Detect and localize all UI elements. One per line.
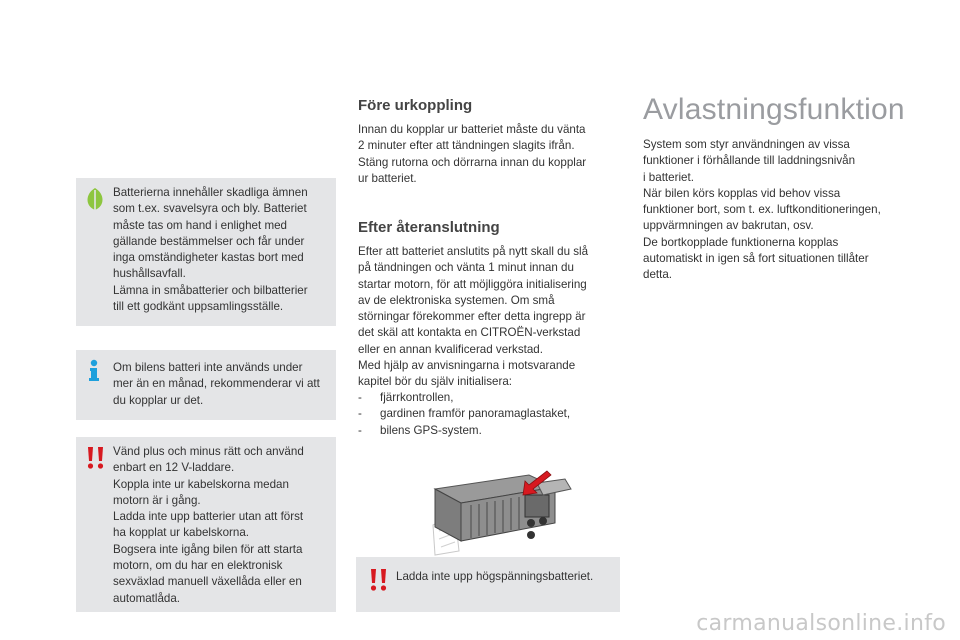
warning-note-text: Vänd plus och minus rätt och använd enbart en 12 V-laddare. Koppla inte ur kabelskorna medan motorn är i gång. Ladda inte upp batterier utan att först ha kopplat ur kabelskorna. Bogsera inte igång bilen för att starta motorn, om du har en elektronisk sexväxlad manuell växellåda eller en automatlåda. xyxy=(113,445,304,605)
eco-note-box xyxy=(76,178,336,326)
eco-note-text: Batterierna innehåller skadliga ämnen som t.ex. svavelsyra och bly. Batteriet måste tas om hand i enlighet med gällande bestämmelser och får under inga omständigheter kastas bort med hushållsavfall. Lämna in småbatterier och bilbatterier till ett godkänt uppsamlingsställe. xyxy=(113,186,308,314)
info-icon xyxy=(83,358,105,387)
info-note-text: Om bilens batteri inte används under mer än en månad, rekommenderar vi att du kopplar ur det. xyxy=(113,361,320,407)
battery-illustration xyxy=(425,465,575,557)
heading-after-reconnect: Efter återanslutning xyxy=(358,219,500,236)
leaf-icon xyxy=(83,186,107,217)
load-shedding-text: System som styr användningen av vissa funktioner i förhållande till laddningsnivån i batteriet. När bilen körs kopplas vid behov vissa funktioner bort, som t. ex. luftkonditioneringen, uppvärmningen av bakrutan, osv. De bortkopplade funktionerna kopplas automatiskt in igen så fort situationen tillåter detta. xyxy=(643,138,881,282)
info-note-box xyxy=(76,350,336,420)
list-item: - bilens GPS-system. xyxy=(358,423,570,439)
watermark: carmanualsonline.info xyxy=(696,611,946,636)
list-item: - fjärrkontrollen, xyxy=(358,390,570,406)
after-reconnect-text: Efter att batteriet anslutits på nytt skall du slå på tändningen och vänta 1 minut innan du startar motorn, för att möjliggöra initialisering av de elektroniska systemen. Om små störningar förekommer efter detta ingrepp är det skäl att kontakta en CITROËN-verkstad eller en annan kvalificerad verkstad. Med hjälp av anvisningarna i motsvarande kapitel bör du själv initialisera: xyxy=(358,245,589,389)
page-title: Avlastningsfunktion xyxy=(643,93,905,126)
list-item: - gardinen framför panoramaglastaket, xyxy=(358,406,570,422)
hv-warning-text: Ladda inte upp högspänningsbatteriet. xyxy=(396,570,594,583)
warning-note-box xyxy=(76,437,336,612)
initialise-list xyxy=(358,390,570,439)
hv-warning-box xyxy=(356,557,620,612)
exclamation-icon xyxy=(366,567,392,598)
before-disconnect-text: Innan du kopplar ur batteriet måste du vänta 2 minuter efter att tändningen slagits ifrån. Stäng rutorna och dörrarna innan du kopplar ur batteriet. xyxy=(358,123,587,185)
exclamation-icon xyxy=(83,445,109,476)
heading-before-disconnect: Före urkoppling xyxy=(358,97,473,114)
